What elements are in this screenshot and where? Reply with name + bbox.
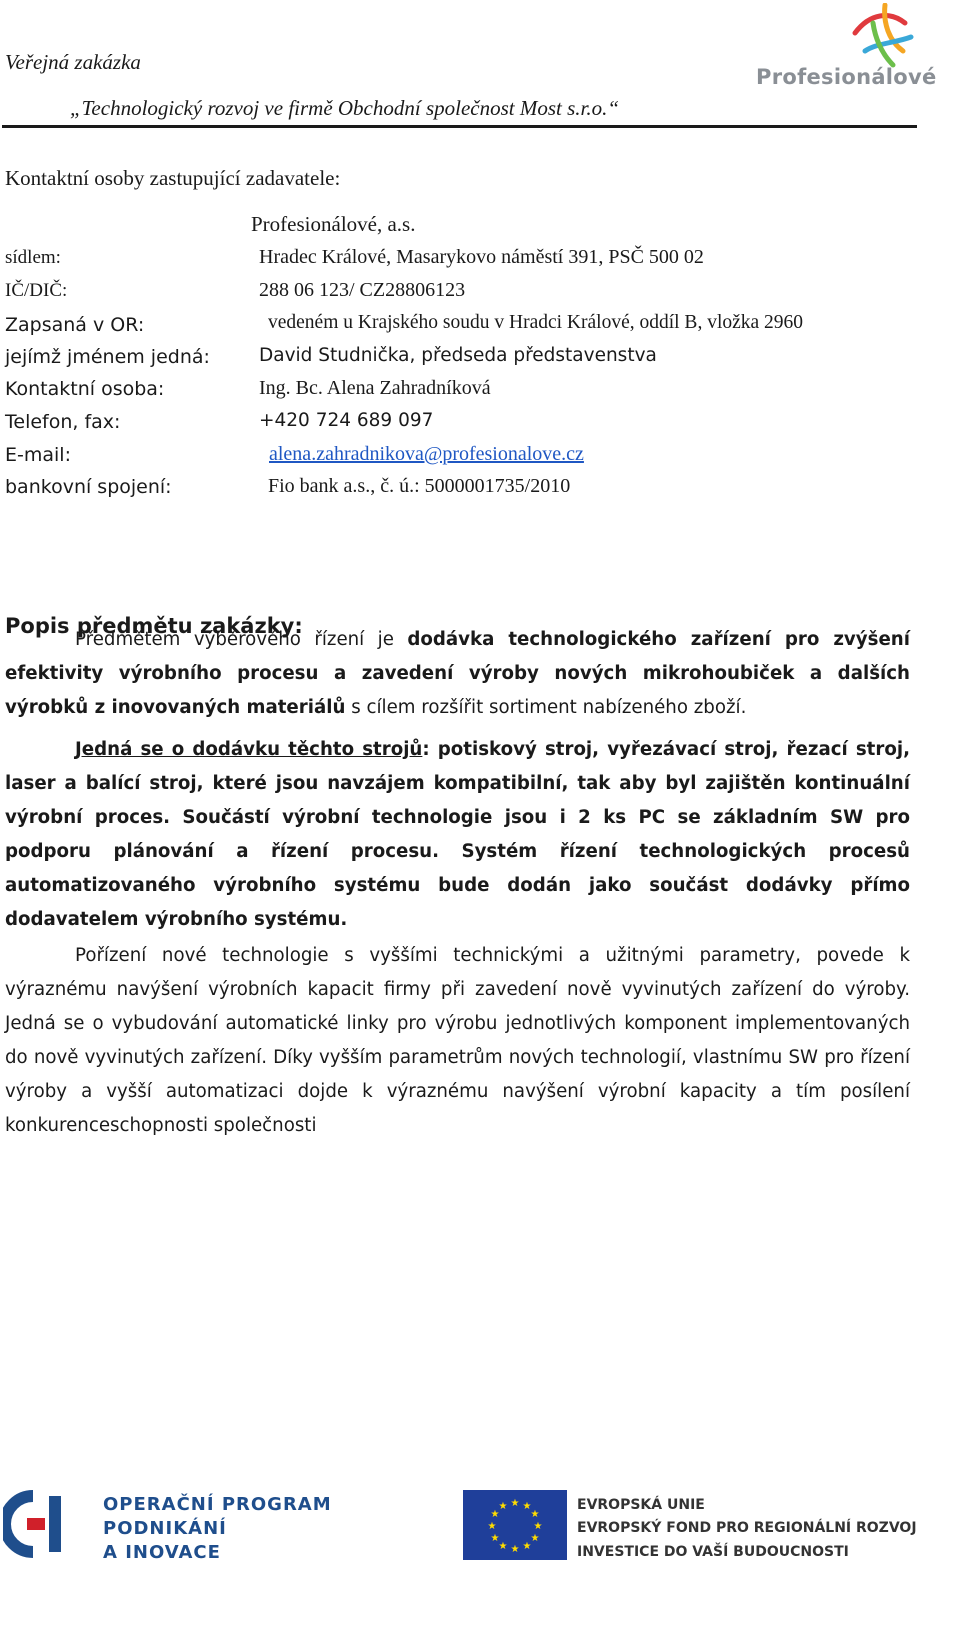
label-seat: sídlem: [5,247,61,268]
op-line-2: PODNIKÁNÍ [103,1518,227,1539]
header-title: „Technologický rozvoj ve firmě Obchodní společnost Most s.r.o.“ [70,96,620,120]
svg-text:★: ★ [522,1541,532,1552]
description-paragraph-2 [5,733,910,937]
header-label: Veřejná zakázka [5,50,141,74]
description-heading: Popis předmětu zakázky: [5,614,303,638]
svg-text:★: ★ [533,1521,543,1532]
svg-text:★: ★ [487,1521,497,1532]
svg-text:★: ★ [498,1541,508,1552]
svg-text:★: ★ [530,1533,540,1544]
label-register: Zapsaná v OR: [5,314,145,336]
svg-text:★: ★ [510,1544,520,1555]
label-contact-person: Kontaktní osoba: [5,378,165,400]
p2-underlined-text: Jedná se o dodávku těchto strojů [75,739,423,760]
svg-text:★: ★ [490,1509,500,1520]
email-link[interactable]: alena.zahradnikova@profesionalove.cz [269,443,584,465]
svg-text:★: ★ [522,1501,532,1512]
contacts-heading: Kontaktní osoby zastupující zadavatele: [5,166,341,190]
value-ico: 288 06 123/ CZ28806123 [259,279,466,301]
eu-line-3: INVESTICE DO VAŠÍ BUDOUCNOSTI [577,1544,849,1560]
label-phone: Telefon, fax: [5,411,121,433]
op-logo-icon [3,1490,73,1560]
svg-text:★: ★ [490,1533,500,1544]
p1-bold-text: dodávka technologického zařízení pro zvýšení efektivity výrobního procesu a zavedení výroby nových mikrohoubiček a dalších výrobků z inovovaných materiálů [5,629,910,718]
value-register: vedeném u Krajského soudu v Hradci Králové, oddíl B, vložka 2960 [268,312,804,333]
svg-text:★: ★ [530,1509,540,1520]
eu-flag-icon [463,1490,567,1560]
value-contact-person: Ing. Bc. Alena Zahradníková [259,377,491,399]
svg-text:★: ★ [498,1501,508,1512]
header-divider [2,125,917,128]
label-email: E-mail: [5,444,71,466]
description-paragraph-3 [5,939,910,1143]
p2-bold-text: : potiskový stroj, vyřezávací stroj, řezací stroj, laser a balící stroj, které jsou navzájem kompatibilní, tak aby byl zajištěn kontinuální výrobní proces. Součástí výrobní technologie jsou i 2 ks PC se základním SW pro podporu plánování a řízení procesu. Systém řízení technologických procesů automatizovaného výrobního systému bude dodán jako součást dodávky přímo dodavatelem výrobního systému. [5,739,910,930]
value-representative: David Studnička, předseda představenstva [259,345,657,366]
description-paragraph-1 [5,623,910,725]
eu-line-1: EVROPSKÁ UNIE [577,1497,705,1513]
p3-text: Pořízení nové technologie s vyššími technickými a užitnými parametry, povede k výraznému navýšení výrobních kapacit firmy při zavedení nově vyvinutých zařízení do výroby. Jedná se o vybudování automatické linky pro výrobu jednotlivých komponent implementovaných do nově vyvinutých zařízení. Díky vyšším parametrům nových technologií, vlastnímu SW pro řízení výroby a vyšší automatizaci dojde k výraznému navýšení výrobní kapacity a tím posílení konkurenceschopnosti společnosti [5,945,910,1136]
logo-text: Profesionálové [756,65,937,89]
profesionalove-logo-icon [845,3,917,69]
label-ico: IČ/DIČ: [5,280,68,301]
value-seat: Hradec Králové, Masarykovo náměstí 391, PSČ 500 02 [259,246,704,268]
p1-tail-text: s cílem rozšířit sortiment nabízeného zboží. [345,697,747,718]
org-name: Profesionálové, a.s. [251,212,416,236]
label-bank: bankovní spojení: [5,476,172,498]
label-representative: jejímž jménem jedná: [5,346,210,368]
svg-text:★: ★ [510,1498,520,1509]
op-line-1: OPERAČNÍ PROGRAM [103,1494,332,1515]
op-line-3: A INOVACE [103,1542,221,1563]
value-phone: +420 724 689 097 [259,410,434,431]
p1-text: Předmětem výběrového řízení je [75,629,408,650]
eu-line-2: EVROPSKÝ FOND PRO REGIONÁLNÍ ROZVOJ [577,1520,917,1536]
value-bank: Fio bank a.s., č. ú.: 5000001735/2010 [268,475,571,497]
